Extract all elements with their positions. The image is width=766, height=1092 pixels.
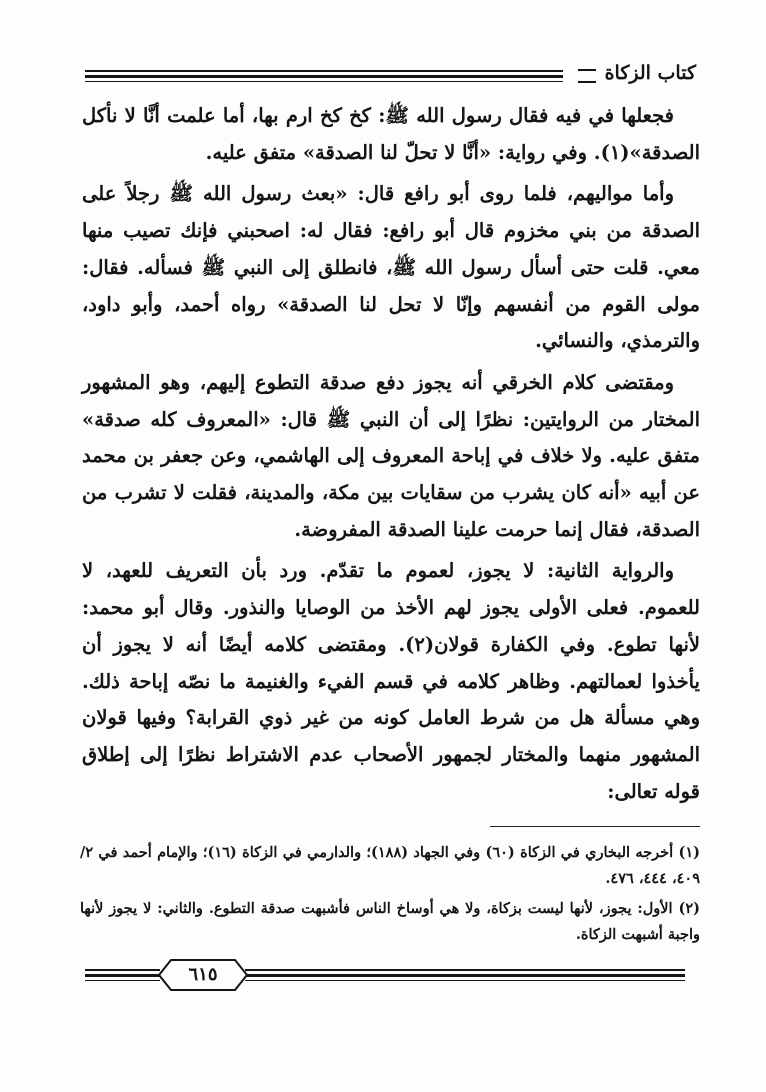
footnote: (١) أخرجه البخاري في الزكاة (٦٠) وفي الجهاد (١٨٨)؛ والدارمي في الزكاة (١٦)؛ والإمام أحمد في ٢/ ٤٠٩، ٤٤٤، ٤٧٦. [80,844,701,887]
page-number-frame [157,958,249,992]
footer-rule [85,980,160,981]
paragraph: وأما مواليهم، فلما روى أبو رافع قال: «بعث رسول الله ﷺ رجلاً على الصدقة من بني مخزوم قال أبو رافع: فقال له: اصحبني فإنك تصيب منها معي. قلت حتى أسأل رسول الله ﷺ، فانطلق إلى النبي ﷺ فسأله. فقال: مولى القوم من أنفسهم وإنّا لا تحل لنا الصدقة» رواه أحمد، وأبو داود، والترمذي، والنسائي. [82,182,700,353]
paragraph: فجعلها في فيه فقال رسول الله ﷺ: كخ كخ ارم بها، أما علمت أنَّا لا نأكل الصدقة»(١). وفي رواية: «أنَّا لا تحلّ لنا الصدقة» متفق عليه. [82,104,700,164]
main-text [82,98,700,810]
footer-rule [245,980,685,981]
header-ornament [578,69,596,83]
footer-rule [85,969,160,971]
footnotes [80,840,700,952]
chapter-title: كتاب الزكاة [604,62,696,84]
footer-rule [245,974,685,977]
footnote: (٢) الأول: يجوز، لأنها ليست بزكاة، ولا هي أوساخ الناس فأشبهت صدقة التطوع. والثاني: لا يجوز لأنها واجبة أشبهت الزكاة. [80,900,700,943]
header-rule [85,75,563,78]
paragraph: والرواية الثانية: لا يجوز، لعموم ما تقدّم. ورد بأن التعريف للعهد، لا للعموم. فعلى الأولى يجوز لهم الأخذ من الوصايا والنذور. وقال أبو محمد: لأنها تطوع. وفي الكفارة قولان(٢). ومقتضى كلامه أيضًا أنه لا يجوز أن يأخذوا لعمالتهم. وظاهر كلامه في قسم الفيء والغنيمة ما نصّه إباحة ذلك. وهي مسألة هل من شرط العامل كونه من غير ذوي القرابة؟ وفيها قولان المشهور منهما والمختار لجمهور الأصحاب عدم الاشتراط نظرًا إلى إطلاق قوله تعالى: [82,559,700,803]
paragraph: ومقتضى كلام الخرقي أنه يجوز دفع صدقة التطوع إليهم، وهو المشهور المختار من الروايتين: نظرًا إلى أن النبي ﷺ قال: «المعروف كله صدقة» متفق عليه. ولا خلاف في إباحة المعروف إلى الهاشمي، وعن جعفر بن محمد عن أبيه «أنه كان يشرب من سقايات بين مكة، والمدينة، فقلت لا تشرب من الصدقة، فقال إنما حرمت علينا الصدقة المفروضة. [82,370,700,541]
page-number: ٦١٥ [188,964,218,985]
footer-rule [245,969,685,971]
header-rule [85,81,563,82]
page-footer [85,958,685,994]
running-header [85,60,696,90]
header-rule [85,70,563,72]
footnote-separator [490,826,700,827]
footer-rule [85,974,160,977]
